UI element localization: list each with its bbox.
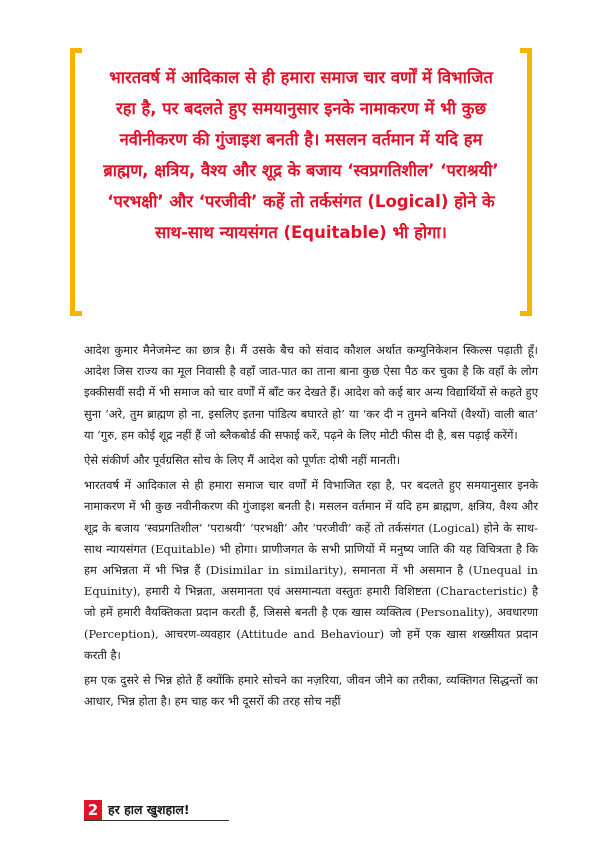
pull-quote: [70, 48, 532, 316]
paragraph-3: भारतवर्ष में आदिकाल से ही हमारा समाज चार वर्णों में विभाजित रहा है, पर बदलते हुए समयानुसार इनके नामाकरण में भी कुछ नवीनीकरण की गुंजाइश बनती है। मसलन वर्तमान में यदि हम ब्राह्मण, क्षत्रिय, वैश्य और शूद्र के बजाय ‘स्वप्रगतिशील’ ‘पराश्रयी’ ‘परभक्षी’ और ‘परजीवी’ कहें तो तर्कसंगत (Logical) होने के साथ-साथ न्यायसंगत (Equitable) भी होगा। प्राणीजगत के सभी प्राणियों में मनुष्य जाति की यह विचित्रता है कि हम अभिन्नता में भी भिन्न हैं (Disimilar in similarity), समानता में भी असमान है (Unequal in Equinity), हमारी ये भिन्नता, असमानता एवं असमान्यता वस्तुतः हमारी विशिष्टता (Characteristic) है जो हमें हमारी वैयक्तिकता प्रदान करती हैं, जिससे बनती है एक खास व्यक्तित्व (Personality), अवधारणा (Perception), आचरण-व्यवहार (Attitude and Behaviour) जो हमें एक खास शख्सीयत प्रदान करती है।: [84, 478, 538, 662]
paragraph-4: हम एक दुसरे से भिन्न होते हैं क्योंकि हमारे सोचने का नज़रिया, जीवन जीने का तरीका, व्यक्तिगत सिद्धन्तों का आधार, भिन्न होता है। हम चाह कर भी दूसरों की तरह सोच नहीं: [84, 673, 538, 709]
paragraph-1: आदेश कुमार मैनेजमेन्ट का छात्र है। मैं उसके बैच को संवाद कौशल अर्थात कम्युनिकेशन स्किल्स पढ़ाती हूँ। आदेश जिस राज्य का मूल निवासी है वहाँ जात-पात का ताना बाना कुछ ऐसा पैठ कर चुका है कि वहाँ के लोग इक्कीसवीं सदी में भी समाज को चार वर्णों में बाँट कर देखते हैं। आदेश को कई बार अन्य विद्यार्थियों से कहते हुए सुना ‘अरे, तुम ब्राह्मण हो ना, इसलिए इतना पांडित्य बघारते हो’ या ‘कर दी न तुमने बनियों (वैश्यों) वाली बात’ या ‘गुरु, हम कोई शूद्र नहीं हैं जो ब्लैकबोर्ड की सफाई करें, पढ़ने के लिए मोटी फीस दी है, बस पढ़ाई करेंगें।: [84, 343, 538, 442]
right-bracket-decoration: [520, 48, 532, 316]
page-number: 2: [84, 800, 102, 820]
pull-quote-text: भारतवर्ष में आदिकाल से ही हमारा समाज चार वर्णों में विभाजित रहा है, पर बदलते हुए समयानुसार इनके नामाकरण में भी कुछ नवीनीकरण की गुंजाइश बनती है। मसलन वर्तमान में यदि हम ब्राह्मण, क्षत्रिय, वैश्य और शूद्र के बजाय ‘स्वप्रगतिशील’ ‘पराश्रयी’ ‘परभक्षी’ और ‘परजीवी’ कहें तो तर्कसंगत (Logical) होने के साथ-साथ न्यायसंगत (Equitable) भी होगा।: [103, 68, 499, 242]
body-text: [84, 340, 538, 716]
book-title: हर हाल खुशहाल!: [108, 802, 190, 817]
left-bracket-decoration: [70, 48, 82, 316]
paragraph-2: ऐसे संकीर्ण और पूर्वग्रसित सोच के लिए मैं आदेश को पूर्णतः दोषी नहीं मानती।: [84, 453, 401, 468]
footer-divider: [84, 820, 229, 821]
page-footer: [84, 800, 190, 820]
